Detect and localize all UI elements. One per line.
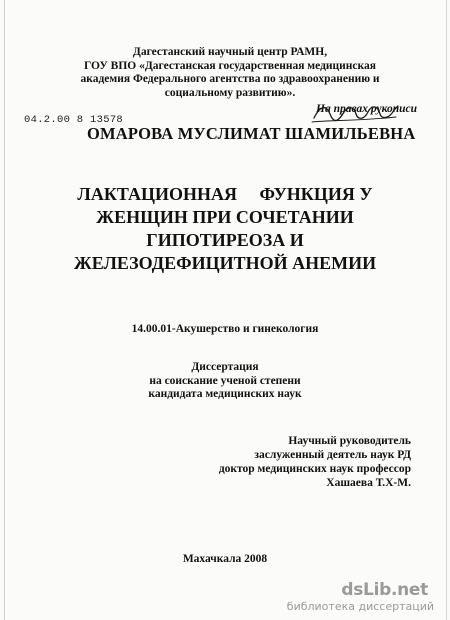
- watermark-logo: dsLib.net: [341, 580, 428, 600]
- watermark-text: библиотека диссертаций: [286, 600, 434, 613]
- degree-info: [60, 361, 390, 402]
- institution-header: [40, 46, 420, 100]
- title-line: ЖЕНЩИН ПРИ СОЧЕТАНИИ: [96, 207, 354, 227]
- page-edge-right: [446, 0, 447, 620]
- watermark: [274, 580, 434, 616]
- city-year: Махачкала 2008: [182, 553, 268, 565]
- registration-number: 04.2.00 8 13578: [24, 114, 124, 126]
- manuscript-note: На правах рукописи: [316, 103, 418, 115]
- degree-line: на соискание ученой степени: [149, 374, 301, 387]
- dissertation-title: [50, 183, 400, 275]
- header-line: Дагестанский научный центр РАМН,: [132, 46, 328, 58]
- author-name: ОМАРОВА МУСЛИМАТ ШАМИЛЬЕВНА: [87, 124, 416, 143]
- header-line: академия Федерального агентства по здравоохранению и: [80, 73, 380, 86]
- supervisor-line: заслуженный деятель наук РД: [254, 449, 411, 461]
- supervisor-line: Научный руководитель: [288, 435, 411, 447]
- handwritten-signature: [310, 100, 402, 126]
- supervisor-line: доктор медицинских наук профессор: [218, 463, 411, 475]
- page-edge-left: [4, 0, 5, 620]
- supervisor-line: Хашаева Т.Х-М.: [326, 477, 411, 489]
- title-line: ЖЕЛЕЗОДЕФИЦИТНОЙ АНЕМИИ: [73, 253, 377, 273]
- title-line: ЛАКТАЦИОННАЯ ФУНКЦИЯ У: [77, 184, 373, 204]
- degree-line: кандидата медицинских наук: [148, 388, 302, 400]
- degree-line: Диссертация: [191, 361, 259, 373]
- header-line: ГОУ ВПО «Дагестанская государственная медицинская: [84, 59, 376, 72]
- title-line: ГИПОТИРЕОЗА И: [146, 230, 304, 250]
- supervisor-block: [219, 434, 411, 490]
- header-line: социальному развитию».: [164, 86, 296, 99]
- specialty-code: 14.00.01-Акушерство и гинекология: [131, 323, 319, 335]
